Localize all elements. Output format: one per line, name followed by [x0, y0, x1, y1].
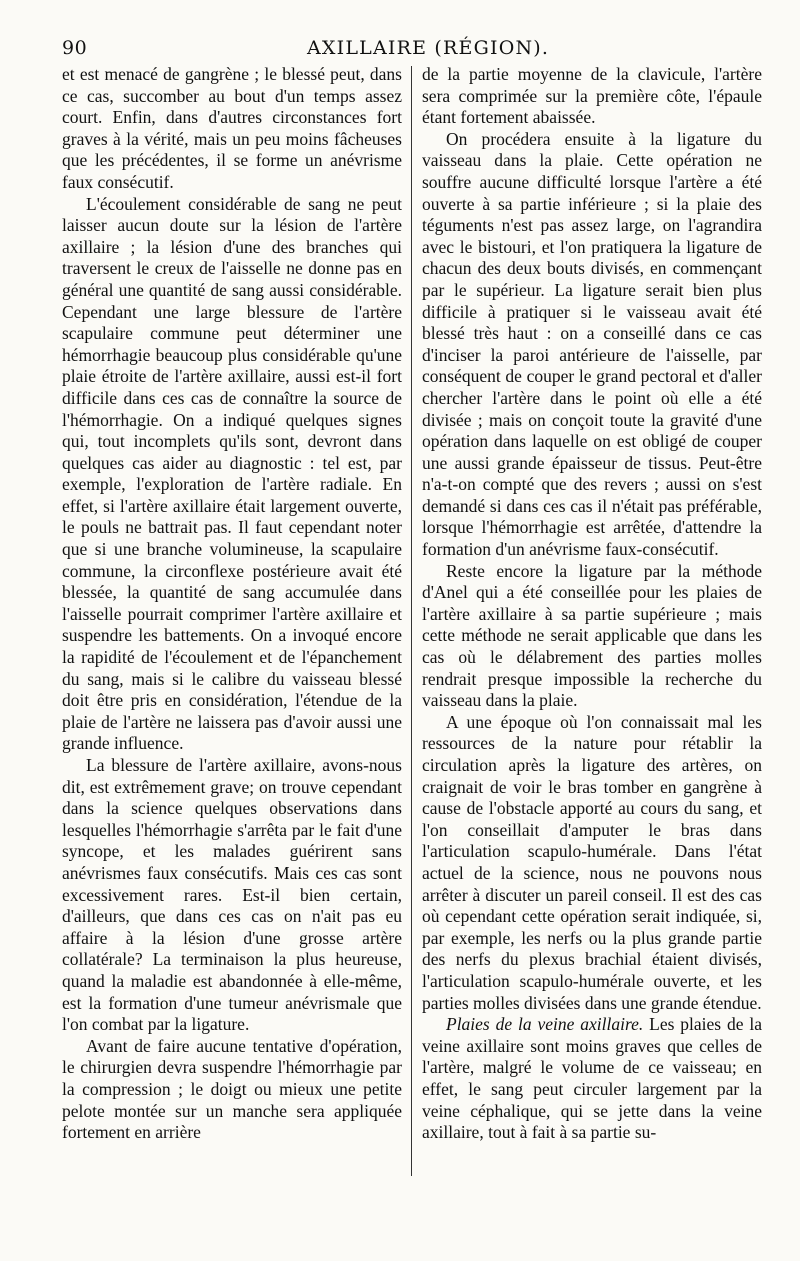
- left-paragraph-4: Avant de faire aucune tentative d'opération, le chirurgien devra suspendre l'hémorrhagie par la compression ; le doigt ou mieux une petite pelote montée sur un manche sera appliquée fortement en arrière: [62, 1035, 402, 1143]
- column-divider: [411, 66, 412, 1176]
- running-head: AXILLAIRE (RÉGION).: [307, 37, 550, 59]
- page-number: 90: [62, 37, 88, 59]
- left-paragraph-3: La blessure de l'artère axillaire, avons-nous dit, est extrêmement grave; on trouve cependant dans la science quelques observations dans lesquelles l'hémorrhagie s'arrêta par le fait d'une syncope, et les malades guérirent sans anévrismes faux consécutifs. Mais ces cas sont excessivement rares. Est-il bien certain, d'ailleurs, que dans ces cas on n'ait pas eu affaire à la lésion d'une grosse artère collatérale? La terminaison la plus heureuse, quand la maladie est abandonnée à elle-même, est la formation d'une tumeur anévrismale que l'on combat par la ligature.: [62, 755, 402, 1035]
- right-paragraph-4: A une époque où l'on connaissait mal les ressources de la nature pour rétablir la circulation après la ligature des artères, on craignait de voir le bras tomber en gangrène à cause de l'obstacle apporté au cours du sang, et l'on conseillait d'amputer le bras dans l'articulation scapulo-humérale. Dans l'état actuel de la science, nous ne pouvons nous arrêter à discuter un pareil conseil. Il est des cas où cependant cette opération serait indiquée, si, par exemple, les nerfs ou la plus grande partie des nerfs du plexus brachial étaient divisés, l'articulation scapulo-humérale ouverte, et les parties molles divisées dans une grande étendue.: [422, 711, 762, 1013]
- left-paragraph-1: et est menacé de gangrène ; le blessé peut, dans ce cas, succomber au bout d'un temps assez court. Enfin, dans d'autres circonstances fort graves à la vérité, mais un peu moins fâcheuses que les précédentes, il se forme un anévrisme faux consécutif.: [62, 64, 402, 192]
- right-paragraph-1: de la partie moyenne de la clavicule, l'artère sera comprimée sur la première côte, l'épaule étant fortement abaissée.: [422, 64, 762, 128]
- right-paragraph-5: [422, 1014, 762, 1144]
- right-paragraph-2: On procédera ensuite à la ligature du vaisseau dans la plaie. Cette opération ne souffre aucune difficulté lorsque l'artère a été ouverte à sa partie inférieure ; si la plaie des téguments n'est pas assez large, on l'agrandira avec le bistouri, et l'on pratiquera la ligature de chacun des deux bouts divisés, en commençant par le supérieur. La ligature serait bien plus difficile à pratiquer si le vaisseau avait été blessé très haut : on a conseillé dans ce cas d'inciser la paroi antérieure de l'aisselle, par conséquent de couper le grand pectoral et d'aller chercher l'artère dans le point où elle a été divisée ; mais on conçoit toute la gravité d'une opération dans laquelle on est obligé de couper une aussi grande épaisseur de tissus. Peut-être n'a-t-on compté que des revers ; aussi on s'est demandé si dans ces cas il n'était pas préférable, lorsque l'hémorrhagie est arrêtée, d'attendre la formation d'un anévrisme faux-consécutif.: [422, 128, 762, 560]
- page-header: [62, 37, 762, 67]
- left-paragraph-2: L'écoulement considérable de sang ne peut laisser aucun doute sur la lésion de l'artère axillaire ; la lésion d'une des branches qui traversent le creux de l'aisselle ne donne pas en général une quantité de sang aussi considérable. Cependant une large blessure de l'artère scapulaire commune peut déterminer une hémorrhagie beaucoup plus considérable qu'une plaie étroite de l'artère axillaire, aussi est-il fort difficile dans ces cas de connaître la source de l'hémorrhagie. On a indiqué quelques signes qui, tout incomplets qu'ils sont, devront dans quelques cas aider au diagnostic : tel est, par exemple, l'exploration de l'artère radiale. En effet, si l'artère axillaire était largement ouverte, le pouls ne battrait pas. Il faut cependant noter que si une branche volumineuse, la scapulaire commune, la circonflexe postérieure avait été blessée, la quantité de sang accumulée dans l'aisselle pourrait comprimer l'artère axillaire et suspendre les battements. On a invoqué encore la rapidité de l'écoulement et de l'épanchement du sang, mais si le calibre du vaisseau blessé doit être pris en considération, l'étendue de la plaie de l'artère ne laissera pas d'avoir aussi une grande influence.: [62, 193, 402, 754]
- section-lead-veine-axillaire: Plaies de la veine axillaire.: [446, 1014, 644, 1035]
- right-column: [422, 64, 762, 1144]
- right-paragraph-5-body: Les plaies de la veine axillaire sont moins graves que celles de l'artère, malgré le volume de ce vaisseau; en effet, le sang peut circuler largement par la veine céphalique, qui se jette dans la veine axillaire, tout à fait à sa partie su-: [422, 1014, 762, 1143]
- right-paragraph-3: Reste encore la ligature par la méthode d'Anel qui a été conseillée pour les plaies de l'artère axillaire à sa partie supérieure ; mais cette méthode ne serait applicable que dans les cas où le délabrement des parties molles rendrait presque impossible la recherche du vaisseau dans la plaie.: [422, 560, 762, 711]
- left-column: [62, 64, 402, 1144]
